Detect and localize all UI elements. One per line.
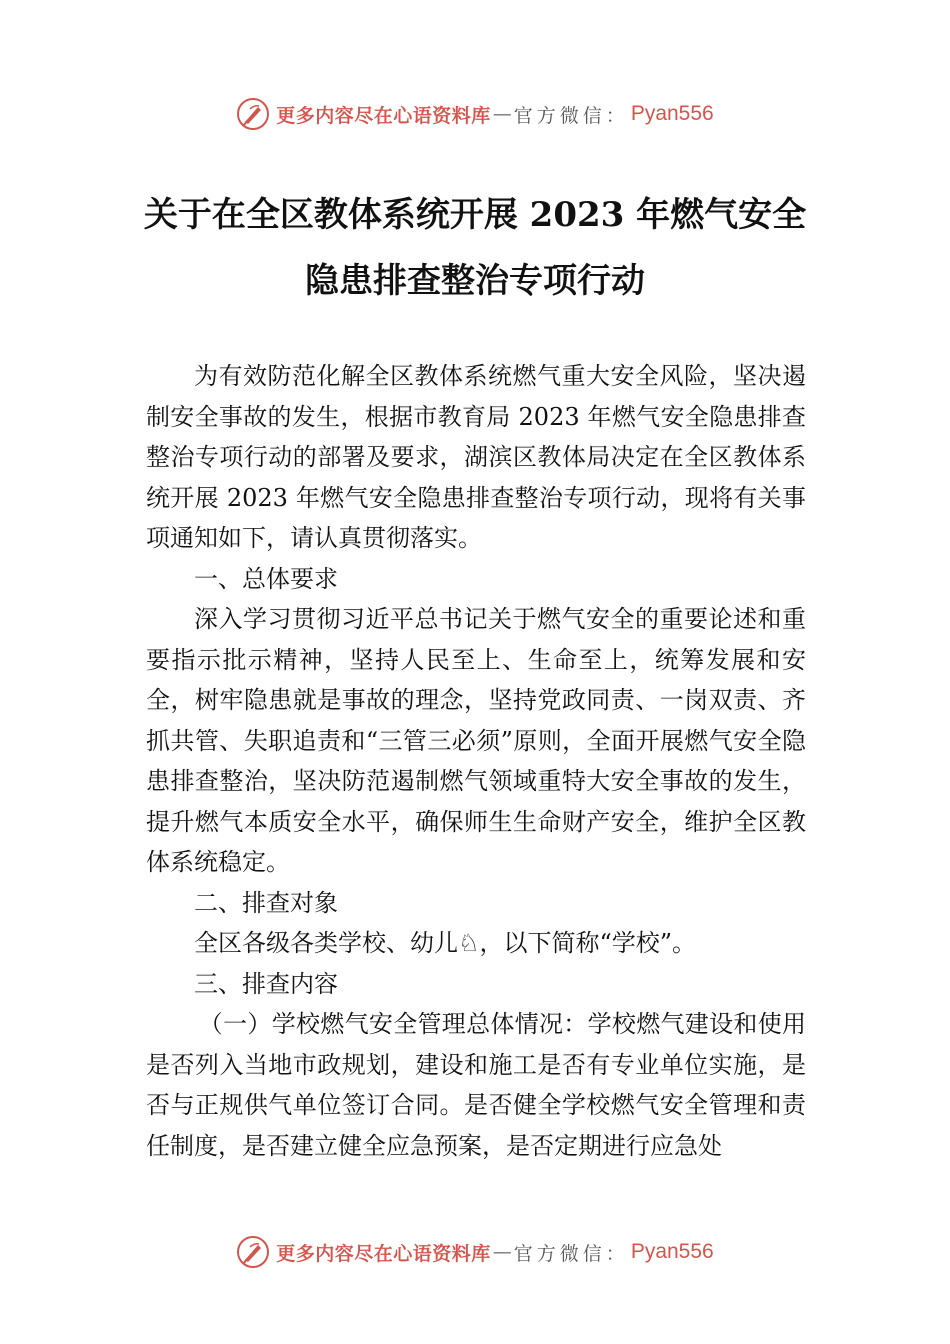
footer-watermark <box>0 1232 950 1272</box>
watermark-text: 更多内容尽在心语资料库 <box>276 104 491 127</box>
title-line-1: 关于在全区教体系统开展 2023 年燃气安全 <box>143 195 807 235</box>
watermark-wechat-id: Pyan556 <box>630 1240 714 1263</box>
document-title <box>0 182 950 314</box>
section-1-paragraph: 深入学习贯彻习近平总书记关于燃气安全的重要论述和重要指示批示精神，坚持人民至上、生命至上，统筹发展和安全，树牢隐患就是事故的理念，坚持党政同责、一岗双责、齐抓共管、失职追责和“三管三必须”原则，全面开展燃气安全隐患排查整治，坚决防范遏制燃气领域重特大安全事故的发生，提升燃气本质安全水平，确保师生生命财产安全，维护全区教体系统稳定。 <box>146 605 806 876</box>
intro-paragraph: 为有效防范化解全区教体系统燃气重大安全风险，坚决遏制安全事故的发生，根据市教育局 2023 年燃气安全隐患排查整治专项行动的部署及要求，湖滨区教体局决定在全区教体系统开展 2023 年燃气安全隐患排查整治专项行动，现将有关事项通知如下，请认真贯彻落实。 <box>146 362 806 552</box>
title-line-2: 隐患排查整治专项行动 <box>305 261 645 301</box>
watermark-separator: — <box>492 103 512 125</box>
watermark-wechat-id: Pyan556 <box>630 102 714 125</box>
watermark-text: 更多内容尽在心语资料库 <box>276 1242 491 1265</box>
section-3-heading: 三、排查内容 <box>194 969 338 998</box>
section-3-item-1: （一）学校燃气安全管理总体情况：学校燃气建设和使用是否列入当地市政规划，建设和施工是否有专业单位实施，是否与正规供气单位签订合同。是否健全学校燃气安全管理和责任制度，是否建立健全应急预案，是否定期进行应急处 <box>146 1010 806 1160</box>
watermark-separator: — <box>492 1241 512 1263</box>
header-watermark <box>0 94 950 134</box>
section-2-heading: 二、排查对象 <box>194 888 338 917</box>
watermark-wechat-label: 官方微信： <box>513 104 629 127</box>
document-body <box>146 356 806 1166</box>
quill-pen-logo-icon <box>236 97 270 131</box>
section-1-heading: 一、总体要求 <box>194 564 338 593</box>
section-2-paragraph: 全区各级各类学校、幼儿♘，以下简称“学校”。 <box>194 929 697 957</box>
watermark-wechat-label: 官方微信： <box>513 1242 629 1265</box>
quill-pen-logo-icon <box>236 1235 270 1269</box>
